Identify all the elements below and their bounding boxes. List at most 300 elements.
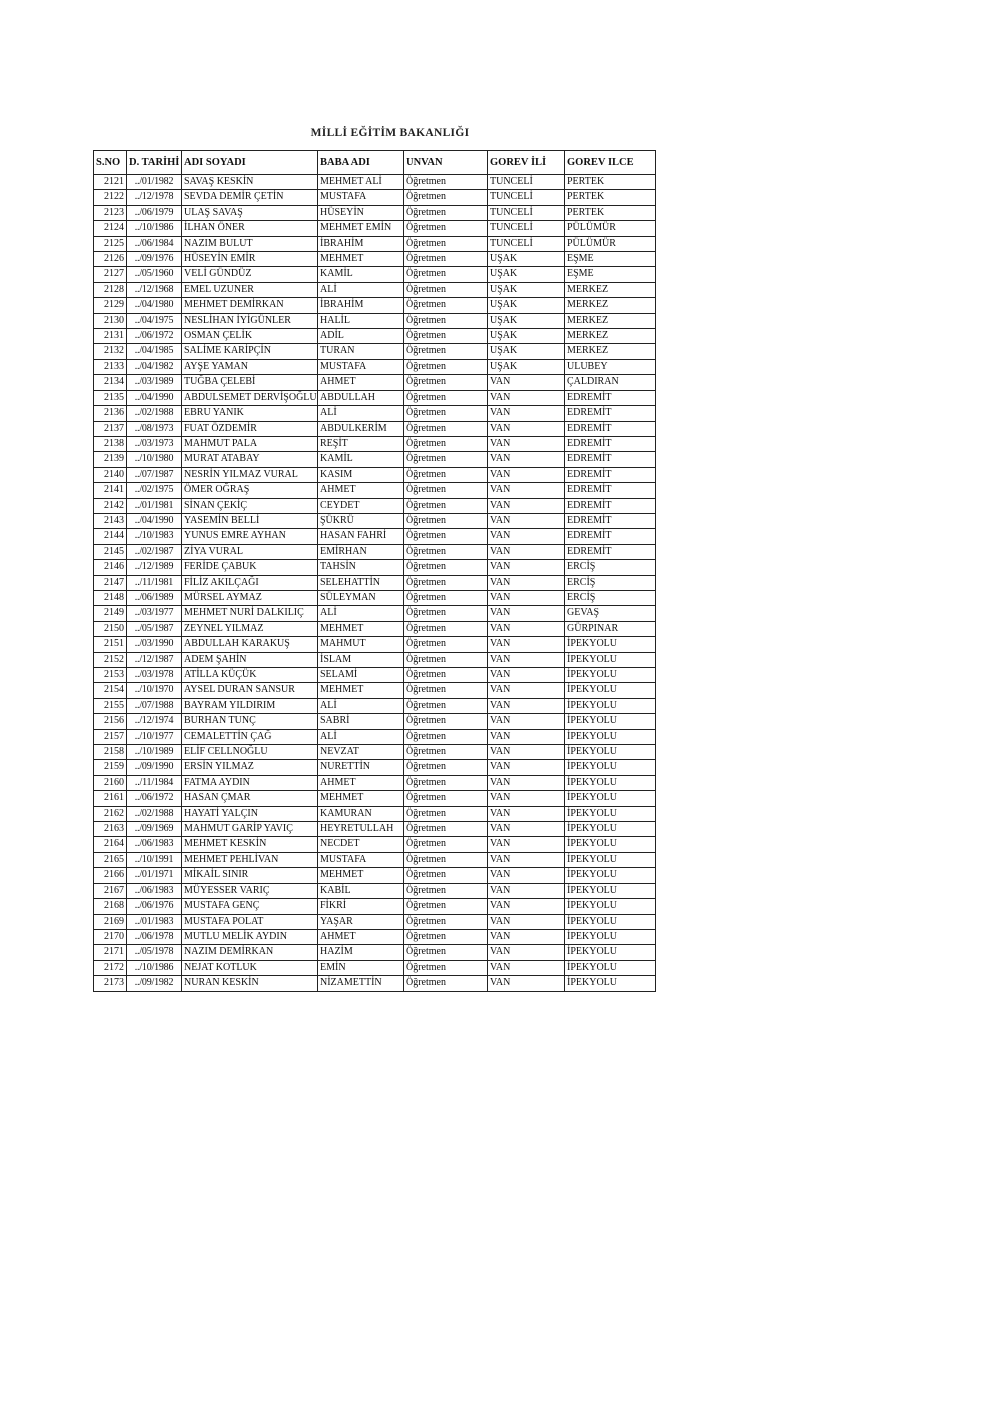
cell-father-name: REŞİT bbox=[318, 436, 404, 451]
cell-title: Öğretmen bbox=[404, 406, 488, 421]
cell-district: EDREMİT bbox=[565, 421, 656, 436]
cell-province: TUNCELİ bbox=[488, 190, 565, 205]
cell-birth-date: ../12/1968 bbox=[127, 282, 182, 297]
cell-district: ÇALDIRAN bbox=[565, 375, 656, 390]
table-row bbox=[94, 760, 656, 775]
cell-district: ERCİŞ bbox=[565, 575, 656, 590]
cell-father-name: MUSTAFA bbox=[318, 190, 404, 205]
cell-title: Öğretmen bbox=[404, 745, 488, 760]
cell-name: ADEM ŞAHİN bbox=[182, 652, 318, 667]
cell-title: Öğretmen bbox=[404, 252, 488, 267]
cell-province: UŞAK bbox=[488, 344, 565, 359]
cell-birth-date: ../02/1988 bbox=[127, 806, 182, 821]
cell-father-name: SELAMİ bbox=[318, 668, 404, 683]
cell-father-name: MEHMET bbox=[318, 252, 404, 267]
cell-sno: 2157 bbox=[94, 729, 127, 744]
cell-sno: 2159 bbox=[94, 760, 127, 775]
table-row bbox=[94, 976, 656, 991]
cell-birth-date: ../11/1984 bbox=[127, 775, 182, 790]
cell-title: Öğretmen bbox=[404, 190, 488, 205]
cell-sno: 2130 bbox=[94, 313, 127, 328]
cell-birth-date: ../04/1975 bbox=[127, 313, 182, 328]
table-row bbox=[94, 483, 656, 498]
cell-district: ULUBEY bbox=[565, 359, 656, 374]
cell-name: ZEYNEL YILMAZ bbox=[182, 621, 318, 636]
cell-province: UŞAK bbox=[488, 298, 565, 313]
cell-name: AYSEL DURAN SANSUR bbox=[182, 683, 318, 698]
table-row bbox=[94, 945, 656, 960]
cell-title: Öğretmen bbox=[404, 221, 488, 236]
cell-title: Öğretmen bbox=[404, 775, 488, 790]
table-row bbox=[94, 822, 656, 837]
cell-father-name: ALİ bbox=[318, 698, 404, 713]
cell-father-name: KAMİL bbox=[318, 267, 404, 282]
cell-district: EDREMİT bbox=[565, 406, 656, 421]
cell-sno: 2167 bbox=[94, 883, 127, 898]
cell-title: Öğretmen bbox=[404, 513, 488, 528]
cell-province: TUNCELİ bbox=[488, 221, 565, 236]
table-header-row bbox=[94, 151, 656, 175]
cell-province: VAN bbox=[488, 729, 565, 744]
cell-title: Öğretmen bbox=[404, 467, 488, 482]
cell-district: PERTEK bbox=[565, 205, 656, 220]
cell-sno: 2158 bbox=[94, 745, 127, 760]
cell-father-name: HALİL bbox=[318, 313, 404, 328]
table-row bbox=[94, 359, 656, 374]
table-row bbox=[94, 791, 656, 806]
cell-district: İPEKYOLU bbox=[565, 822, 656, 837]
table-row bbox=[94, 745, 656, 760]
cell-father-name: NEVZAT bbox=[318, 745, 404, 760]
cell-birth-date: ../07/1987 bbox=[127, 467, 182, 482]
table-row bbox=[94, 529, 656, 544]
table-row bbox=[94, 344, 656, 359]
table-row bbox=[94, 498, 656, 513]
cell-father-name: TURAN bbox=[318, 344, 404, 359]
table-row bbox=[94, 883, 656, 898]
table-row bbox=[94, 221, 656, 236]
cell-title: Öğretmen bbox=[404, 313, 488, 328]
cell-district: İPEKYOLU bbox=[565, 914, 656, 929]
cell-birth-date: ../10/1986 bbox=[127, 221, 182, 236]
cell-birth-date: ../03/1990 bbox=[127, 637, 182, 652]
cell-birth-date: ../12/1978 bbox=[127, 190, 182, 205]
cell-birth-date: ../05/1960 bbox=[127, 267, 182, 282]
cell-name: EMEL UZUNER bbox=[182, 282, 318, 297]
cell-father-name: NECDET bbox=[318, 837, 404, 852]
cell-province: VAN bbox=[488, 621, 565, 636]
cell-sno: 2122 bbox=[94, 190, 127, 205]
table-row bbox=[94, 513, 656, 528]
cell-birth-date: ../01/1981 bbox=[127, 498, 182, 513]
cell-birth-date: ../03/1977 bbox=[127, 606, 182, 621]
cell-title: Öğretmen bbox=[404, 729, 488, 744]
cell-title: Öğretmen bbox=[404, 205, 488, 220]
cell-district: İPEKYOLU bbox=[565, 791, 656, 806]
table-row bbox=[94, 590, 656, 605]
header-title: UNVAN bbox=[404, 151, 488, 175]
cell-province: VAN bbox=[488, 883, 565, 898]
cell-sno: 2132 bbox=[94, 344, 127, 359]
cell-name: MEHMET KESKİN bbox=[182, 837, 318, 852]
table-row bbox=[94, 775, 656, 790]
cell-sno: 2170 bbox=[94, 929, 127, 944]
cell-father-name: MUSTAFA bbox=[318, 852, 404, 867]
cell-province: VAN bbox=[488, 791, 565, 806]
table-row bbox=[94, 421, 656, 436]
table-row bbox=[94, 252, 656, 267]
cell-sno: 2140 bbox=[94, 467, 127, 482]
cell-name: HAYATİ YALÇIN bbox=[182, 806, 318, 821]
cell-province: VAN bbox=[488, 529, 565, 544]
cell-district: EŞME bbox=[565, 252, 656, 267]
cell-name: NESLİHAN İYİGÜNLER bbox=[182, 313, 318, 328]
cell-birth-date: ../04/1985 bbox=[127, 344, 182, 359]
cell-district: MERKEZ bbox=[565, 344, 656, 359]
cell-name: MUSTAFA GENÇ bbox=[182, 899, 318, 914]
cell-sno: 2153 bbox=[94, 668, 127, 683]
cell-name: MİKAİL SINIR bbox=[182, 868, 318, 883]
cell-name: YASEMİN BELLİ bbox=[182, 513, 318, 528]
cell-father-name: HASAN FAHRİ bbox=[318, 529, 404, 544]
cell-father-name: SELEHATTİN bbox=[318, 575, 404, 590]
cell-birth-date: ../05/1987 bbox=[127, 621, 182, 636]
cell-name: ATİLLA KÜÇÜK bbox=[182, 668, 318, 683]
cell-sno: 2168 bbox=[94, 899, 127, 914]
cell-birth-date: ../12/1987 bbox=[127, 652, 182, 667]
cell-sno: 2171 bbox=[94, 945, 127, 960]
cell-father-name: ABDULKERİM bbox=[318, 421, 404, 436]
header-province: GOREV İLİ bbox=[488, 151, 565, 175]
cell-title: Öğretmen bbox=[404, 421, 488, 436]
cell-birth-date: ../11/1981 bbox=[127, 575, 182, 590]
cell-province: VAN bbox=[488, 775, 565, 790]
cell-district: PERTEK bbox=[565, 175, 656, 190]
cell-sno: 2136 bbox=[94, 406, 127, 421]
cell-father-name: MEHMET ALİ bbox=[318, 175, 404, 190]
cell-province: VAN bbox=[488, 899, 565, 914]
cell-title: Öğretmen bbox=[404, 359, 488, 374]
table-row bbox=[94, 205, 656, 220]
table-row bbox=[94, 375, 656, 390]
cell-title: Öğretmen bbox=[404, 452, 488, 467]
table-row bbox=[94, 560, 656, 575]
cell-title: Öğretmen bbox=[404, 760, 488, 775]
table-row bbox=[94, 236, 656, 251]
cell-district: İPEKYOLU bbox=[565, 929, 656, 944]
cell-name: NEJAT KOTLUK bbox=[182, 960, 318, 975]
cell-father-name: AHMET bbox=[318, 775, 404, 790]
cell-province: VAN bbox=[488, 914, 565, 929]
cell-father-name: SABRİ bbox=[318, 714, 404, 729]
cell-name: MURAT ATABAY bbox=[182, 452, 318, 467]
cell-district: İPEKYOLU bbox=[565, 868, 656, 883]
cell-district: EDREMİT bbox=[565, 390, 656, 405]
cell-title: Öğretmen bbox=[404, 683, 488, 698]
cell-sno: 2172 bbox=[94, 960, 127, 975]
cell-sno: 2143 bbox=[94, 513, 127, 528]
cell-district: PÜLÜMÜR bbox=[565, 221, 656, 236]
cell-province: VAN bbox=[488, 544, 565, 559]
cell-sno: 2146 bbox=[94, 560, 127, 575]
cell-name: NURAN KESKİN bbox=[182, 976, 318, 991]
cell-district: İPEKYOLU bbox=[565, 683, 656, 698]
cell-birth-date: ../10/1983 bbox=[127, 529, 182, 544]
cell-father-name: ADİL bbox=[318, 329, 404, 344]
cell-province: VAN bbox=[488, 590, 565, 605]
personnel-table bbox=[93, 150, 656, 992]
cell-father-name: ALİ bbox=[318, 729, 404, 744]
cell-name: MÜRSEL AYMAZ bbox=[182, 590, 318, 605]
cell-title: Öğretmen bbox=[404, 267, 488, 282]
cell-province: VAN bbox=[488, 513, 565, 528]
cell-name: İLHAN ÖNER bbox=[182, 221, 318, 236]
cell-title: Öğretmen bbox=[404, 390, 488, 405]
cell-birth-date: ../02/1988 bbox=[127, 406, 182, 421]
cell-title: Öğretmen bbox=[404, 544, 488, 559]
cell-name: SAVAŞ KESKİN bbox=[182, 175, 318, 190]
cell-sno: 2147 bbox=[94, 575, 127, 590]
cell-title: Öğretmen bbox=[404, 791, 488, 806]
cell-title: Öğretmen bbox=[404, 560, 488, 575]
table-row bbox=[94, 452, 656, 467]
cell-birth-date: ../06/1976 bbox=[127, 899, 182, 914]
cell-father-name: MAHMUT bbox=[318, 637, 404, 652]
cell-father-name: KAMİL bbox=[318, 452, 404, 467]
cell-title: Öğretmen bbox=[404, 822, 488, 837]
cell-father-name: ALİ bbox=[318, 606, 404, 621]
cell-name: SEVDA DEMİR ÇETİN bbox=[182, 190, 318, 205]
header-sno: S.NO bbox=[94, 151, 127, 175]
cell-birth-date: ../05/1978 bbox=[127, 945, 182, 960]
cell-name: CEMALETTİN ÇAĞ bbox=[182, 729, 318, 744]
cell-sno: 2139 bbox=[94, 452, 127, 467]
cell-title: Öğretmen bbox=[404, 590, 488, 605]
cell-sno: 2160 bbox=[94, 775, 127, 790]
cell-district: MERKEZ bbox=[565, 298, 656, 313]
cell-province: VAN bbox=[488, 960, 565, 975]
cell-district: İPEKYOLU bbox=[565, 945, 656, 960]
cell-province: UŞAK bbox=[488, 359, 565, 374]
cell-name: MUTLU MELİK AYDIN bbox=[182, 929, 318, 944]
cell-father-name: CEYDET bbox=[318, 498, 404, 513]
page-title: MİLLİ EĞİTİM BAKANLIĞI bbox=[310, 127, 470, 139]
cell-title: Öğretmen bbox=[404, 976, 488, 991]
table-row bbox=[94, 621, 656, 636]
cell-province: VAN bbox=[488, 452, 565, 467]
cell-father-name: ALİ bbox=[318, 406, 404, 421]
cell-birth-date: ../09/1969 bbox=[127, 822, 182, 837]
cell-birth-date: ../04/1980 bbox=[127, 298, 182, 313]
cell-title: Öğretmen bbox=[404, 498, 488, 513]
cell-birth-date: ../04/1990 bbox=[127, 390, 182, 405]
cell-birth-date: ../06/1983 bbox=[127, 837, 182, 852]
cell-father-name: ALİ bbox=[318, 282, 404, 297]
cell-birth-date: ../01/1983 bbox=[127, 914, 182, 929]
cell-title: Öğretmen bbox=[404, 806, 488, 821]
cell-district: EDREMİT bbox=[565, 513, 656, 528]
cell-province: VAN bbox=[488, 837, 565, 852]
cell-province: VAN bbox=[488, 406, 565, 421]
table-row bbox=[94, 637, 656, 652]
cell-district: EDREMİT bbox=[565, 452, 656, 467]
cell-province: VAN bbox=[488, 483, 565, 498]
table-row bbox=[94, 282, 656, 297]
cell-sno: 2165 bbox=[94, 852, 127, 867]
cell-title: Öğretmen bbox=[404, 621, 488, 636]
cell-sno: 2144 bbox=[94, 529, 127, 544]
cell-name: ABDULLAH KARAKUŞ bbox=[182, 637, 318, 652]
cell-birth-date: ../10/1970 bbox=[127, 683, 182, 698]
cell-province: VAN bbox=[488, 929, 565, 944]
header-father-name: BABA ADI bbox=[318, 151, 404, 175]
table-row bbox=[94, 729, 656, 744]
table-row bbox=[94, 852, 656, 867]
cell-province: VAN bbox=[488, 606, 565, 621]
cell-district: İPEKYOLU bbox=[565, 745, 656, 760]
cell-father-name: AHMET bbox=[318, 929, 404, 944]
table-row bbox=[94, 267, 656, 282]
cell-sno: 2151 bbox=[94, 637, 127, 652]
cell-name: ERSİN YILMAZ bbox=[182, 760, 318, 775]
cell-sno: 2166 bbox=[94, 868, 127, 883]
cell-father-name: KAMURAN bbox=[318, 806, 404, 821]
cell-province: UŞAK bbox=[488, 252, 565, 267]
cell-province: VAN bbox=[488, 467, 565, 482]
cell-name: MEHMET NURİ DALKILIÇ bbox=[182, 606, 318, 621]
cell-province: VAN bbox=[488, 806, 565, 821]
cell-district: İPEKYOLU bbox=[565, 883, 656, 898]
cell-district: İPEKYOLU bbox=[565, 637, 656, 652]
table-row bbox=[94, 329, 656, 344]
cell-name: MAHMUT PALA bbox=[182, 436, 318, 451]
cell-sno: 2126 bbox=[94, 252, 127, 267]
table-row bbox=[94, 606, 656, 621]
cell-title: Öğretmen bbox=[404, 668, 488, 683]
cell-name: TUĞBA ÇELEBİ bbox=[182, 375, 318, 390]
cell-sno: 2123 bbox=[94, 205, 127, 220]
cell-district: PERTEK bbox=[565, 190, 656, 205]
cell-birth-date: ../07/1988 bbox=[127, 698, 182, 713]
cell-district: ERCİŞ bbox=[565, 590, 656, 605]
cell-province: VAN bbox=[488, 698, 565, 713]
cell-province: VAN bbox=[488, 852, 565, 867]
table-row bbox=[94, 190, 656, 205]
header-birth-date: D. TARİHİ bbox=[127, 151, 182, 175]
cell-title: Öğretmen bbox=[404, 298, 488, 313]
table-row bbox=[94, 960, 656, 975]
cell-district: İPEKYOLU bbox=[565, 976, 656, 991]
cell-district: İPEKYOLU bbox=[565, 899, 656, 914]
cell-birth-date: ../10/1991 bbox=[127, 852, 182, 867]
cell-province: VAN bbox=[488, 760, 565, 775]
cell-father-name: MEHMET bbox=[318, 868, 404, 883]
table-row bbox=[94, 899, 656, 914]
cell-sno: 2138 bbox=[94, 436, 127, 451]
cell-name: MUSTAFA POLAT bbox=[182, 914, 318, 929]
cell-name: HÜSEYİN EMİR bbox=[182, 252, 318, 267]
cell-father-name: MEHMET bbox=[318, 791, 404, 806]
table-row bbox=[94, 683, 656, 698]
cell-title: Öğretmen bbox=[404, 899, 488, 914]
cell-province: VAN bbox=[488, 868, 565, 883]
table-row bbox=[94, 914, 656, 929]
cell-name: NAZIM BULUT bbox=[182, 236, 318, 251]
cell-province: VAN bbox=[488, 652, 565, 667]
cell-district: EDREMİT bbox=[565, 544, 656, 559]
cell-birth-date: ../04/1990 bbox=[127, 513, 182, 528]
cell-birth-date: ../10/1986 bbox=[127, 960, 182, 975]
table-row bbox=[94, 467, 656, 482]
cell-sno: 2135 bbox=[94, 390, 127, 405]
cell-district: İPEKYOLU bbox=[565, 714, 656, 729]
cell-name: FERİDE ÇABUK bbox=[182, 560, 318, 575]
cell-name: FATMA AYDIN bbox=[182, 775, 318, 790]
cell-province: VAN bbox=[488, 745, 565, 760]
cell-district: EDREMİT bbox=[565, 436, 656, 451]
cell-birth-date: ../10/1980 bbox=[127, 452, 182, 467]
table-row bbox=[94, 929, 656, 944]
cell-name: ULAŞ SAVAŞ bbox=[182, 205, 318, 220]
cell-title: Öğretmen bbox=[404, 714, 488, 729]
cell-sno: 2124 bbox=[94, 221, 127, 236]
cell-title: Öğretmen bbox=[404, 436, 488, 451]
cell-birth-date: ../10/1989 bbox=[127, 745, 182, 760]
cell-sno: 2127 bbox=[94, 267, 127, 282]
cell-name: SİNAN ÇEKİÇ bbox=[182, 498, 318, 513]
cell-district: ERCİŞ bbox=[565, 560, 656, 575]
cell-name: SALİME KARİPÇİN bbox=[182, 344, 318, 359]
table-row bbox=[94, 390, 656, 405]
cell-sno: 2145 bbox=[94, 544, 127, 559]
table-row bbox=[94, 652, 656, 667]
cell-name: NAZIM DEMİRKAN bbox=[182, 945, 318, 960]
cell-district: İPEKYOLU bbox=[565, 760, 656, 775]
cell-sno: 2164 bbox=[94, 837, 127, 852]
cell-birth-date: ../09/1982 bbox=[127, 976, 182, 991]
cell-name: YUNUS EMRE AYHAN bbox=[182, 529, 318, 544]
table-row bbox=[94, 313, 656, 328]
cell-title: Öğretmen bbox=[404, 868, 488, 883]
cell-title: Öğretmen bbox=[404, 960, 488, 975]
header-name: ADI SOYADI bbox=[182, 151, 318, 175]
cell-father-name: MUSTAFA bbox=[318, 359, 404, 374]
cell-name: BAYRAM YILDIRIM bbox=[182, 698, 318, 713]
cell-father-name: AHMET bbox=[318, 375, 404, 390]
cell-title: Öğretmen bbox=[404, 929, 488, 944]
cell-sno: 2128 bbox=[94, 282, 127, 297]
cell-father-name: FİKRİ bbox=[318, 899, 404, 914]
cell-sno: 2142 bbox=[94, 498, 127, 513]
cell-sno: 2161 bbox=[94, 791, 127, 806]
cell-district: İPEKYOLU bbox=[565, 775, 656, 790]
cell-birth-date: ../06/1984 bbox=[127, 236, 182, 251]
cell-father-name: TAHSİN bbox=[318, 560, 404, 575]
cell-province: VAN bbox=[488, 683, 565, 698]
cell-district: EDREMİT bbox=[565, 529, 656, 544]
cell-district: İPEKYOLU bbox=[565, 729, 656, 744]
cell-province: VAN bbox=[488, 560, 565, 575]
cell-title: Öğretmen bbox=[404, 883, 488, 898]
cell-father-name: ŞÜKRÜ bbox=[318, 513, 404, 528]
cell-sno: 2156 bbox=[94, 714, 127, 729]
cell-sno: 2152 bbox=[94, 652, 127, 667]
cell-sno: 2149 bbox=[94, 606, 127, 621]
cell-father-name: İBRAHİM bbox=[318, 236, 404, 251]
table-row bbox=[94, 544, 656, 559]
cell-province: VAN bbox=[488, 575, 565, 590]
cell-father-name: İSLAM bbox=[318, 652, 404, 667]
